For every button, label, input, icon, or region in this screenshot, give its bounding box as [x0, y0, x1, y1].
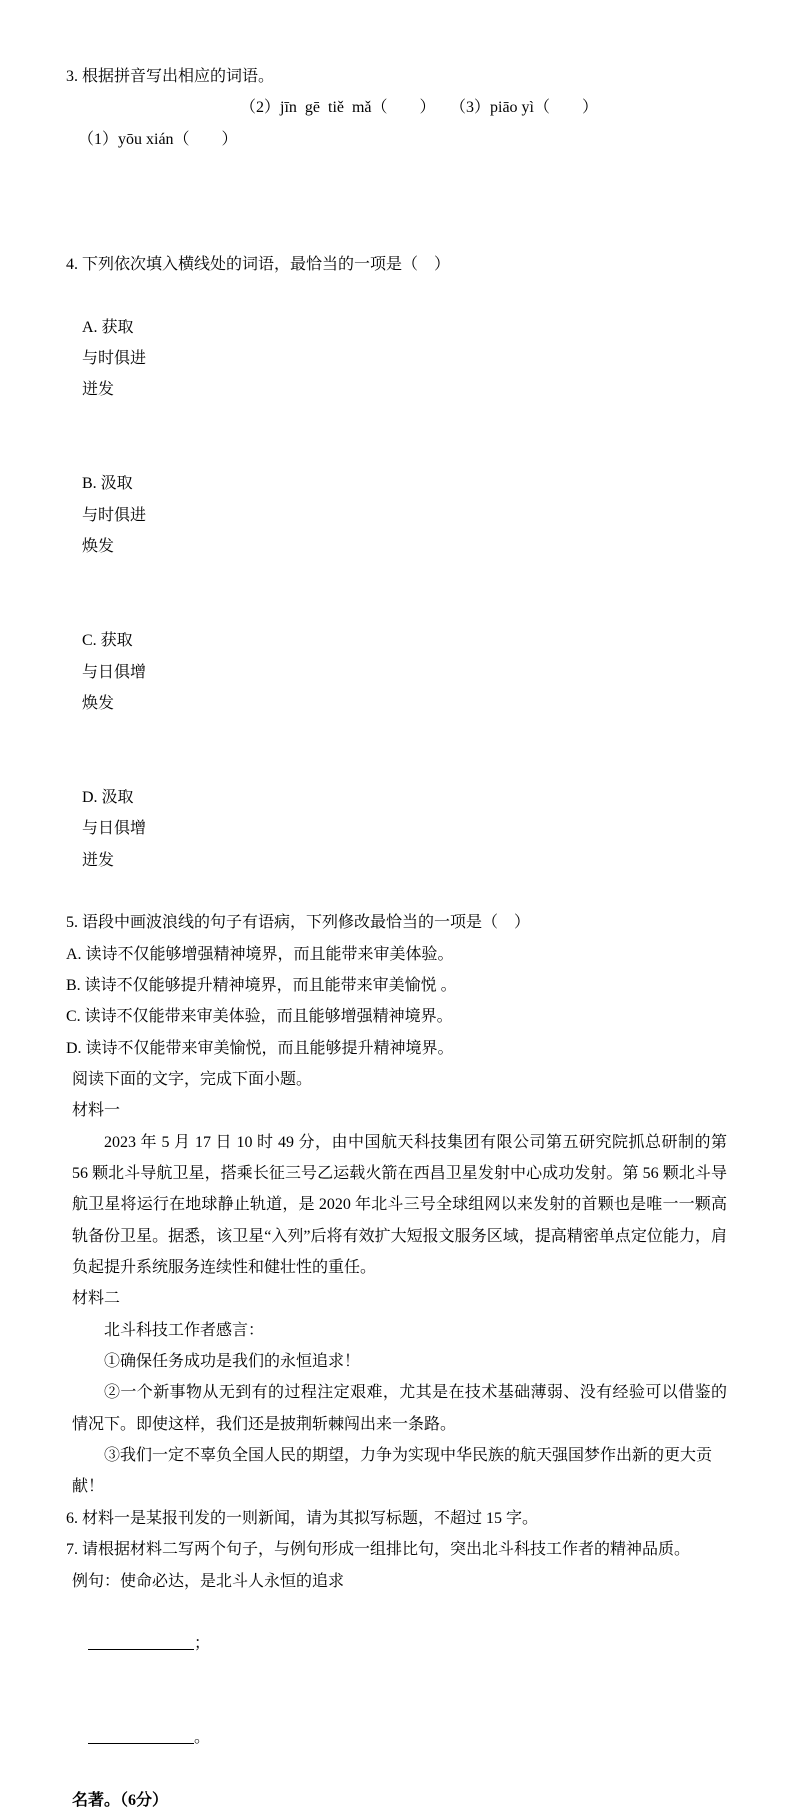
option-word-3: 焕发 — [82, 538, 115, 556]
answer-blank-underline — [88, 1636, 194, 1650]
material-1-body: 2023 年 5 月 17 日 10 时 49 分，由中国航天科技集团有限公司第五研究院抓总研制的第 56 颗北斗导航卫星，搭乘长征三号乙运载火箭在西昌卫星发射中心成功发射。第 56 颗北斗导航卫星将运行在地球静止轨道，是 2020 年北斗三号全球组网以来发射的首颗也是唯一一颗高轨备份卫星。据悉，该卫星“入列”后将有效扩大短报文服务区域，提高精密单点定位能力，肩负起提升系统服务连续性和健壮性的重任。 — [72, 1133, 731, 1277]
option-word-3: 迸发 — [82, 381, 115, 399]
pinyin-item-2: （2）jīn gē tiě mǎ（ ） — [240, 99, 436, 117]
material-2-title: 材料二 — [72, 1290, 121, 1308]
question-4-option-row-c — [66, 594, 727, 751]
answer-blank-underline — [88, 1730, 194, 1744]
question-4-stem: 4. 下列依次填入横线处的词语，最恰当的一项是（ ） — [66, 256, 451, 274]
blank-1-punctuation: ； — [194, 1635, 211, 1653]
reading-intro: 阅读下面的文字，完成下面小题。 — [72, 1071, 313, 1088]
answer-blank-line-1 — [72, 1597, 727, 1691]
question-7-example: 例句：使命必达，是北斗人永恒的追求 — [72, 1572, 345, 1590]
option-word-2: 与时俱进 — [82, 350, 147, 368]
question-5-stem: 5. 语段中画波浪线的句子有语病，下列修改最恰当的一项是（ ） — [66, 914, 531, 932]
option-label: D. 汲取 — [82, 788, 134, 806]
question-3-stem: 3. 根据拼音写出相应的词语。 — [66, 68, 275, 85]
question-5-option-c: C. 读诗不仅能带来审美体验，而且能够增强精神境界。 — [66, 1008, 453, 1026]
question-7-stem: 7. 请根据材料二写两个句子，与例句形成一组排比句，突出北斗科技工作者的精神品质。 — [66, 1541, 691, 1559]
option-word-2: 与时俱进 — [82, 506, 147, 524]
material-2-quote-1: ①确保任务成功是我们的永恒追求！ — [104, 1353, 361, 1371]
question-5-option-a: A. 读诗不仅能够增强精神境界，而且能带来审美体验。 — [66, 945, 454, 963]
pinyin-item-3: （3）piāo yì（ ） — [450, 99, 598, 117]
material-2-intro: 北斗科技工作者感言： — [104, 1321, 265, 1339]
answer-blank-line-2 — [72, 1691, 727, 1785]
question-4-option-row-b — [66, 437, 727, 594]
question-4-option-row-d — [66, 751, 727, 908]
question-6-stem: 6. 材料一是某报刊发的一则新闻，请为其拟写标题，不超过 15 字。 — [66, 1509, 539, 1527]
question-5-option-b: B. 读诗不仅能够提升精神境界，而且能带来审美愉悦 。 — [66, 976, 457, 994]
pinyin-item-1: （1）yōu xián（ ） — [78, 130, 238, 148]
option-label: C. 获取 — [82, 632, 133, 650]
option-word-2: 与日俱增 — [82, 663, 147, 681]
section-header-mingzhu: 名著。（6分） — [72, 1791, 169, 1809]
option-word-3: 焕发 — [82, 694, 115, 712]
option-word-3: 迸发 — [82, 851, 115, 869]
material-1-title: 材料一 — [72, 1102, 121, 1120]
question-4-option-row-a — [66, 280, 727, 437]
material-2-quote-3: ③我们一定不辜负全国人民的期望，力争为实现中华民族的航天强国梦作出新的更大贡献！ — [72, 1447, 713, 1496]
question-3-pinyin-line — [66, 92, 727, 249]
material-2-quote-2: ②一个新事物从无到有的过程注定艰难，尤其是在技术基础薄弱、没有经验可以借鉴的情况下。即使这样，我们还是披荆斩棘闯出来一条路。 — [72, 1384, 727, 1433]
option-word-2: 与日俱增 — [82, 820, 147, 838]
option-label: B. 汲取 — [82, 475, 133, 493]
question-5-option-d: D. 读诗不仅能带来审美愉悦，而且能够提升精神境界。 — [66, 1039, 454, 1057]
blank-2-punctuation: 。 — [194, 1729, 211, 1747]
option-label: A. 获取 — [82, 318, 134, 336]
